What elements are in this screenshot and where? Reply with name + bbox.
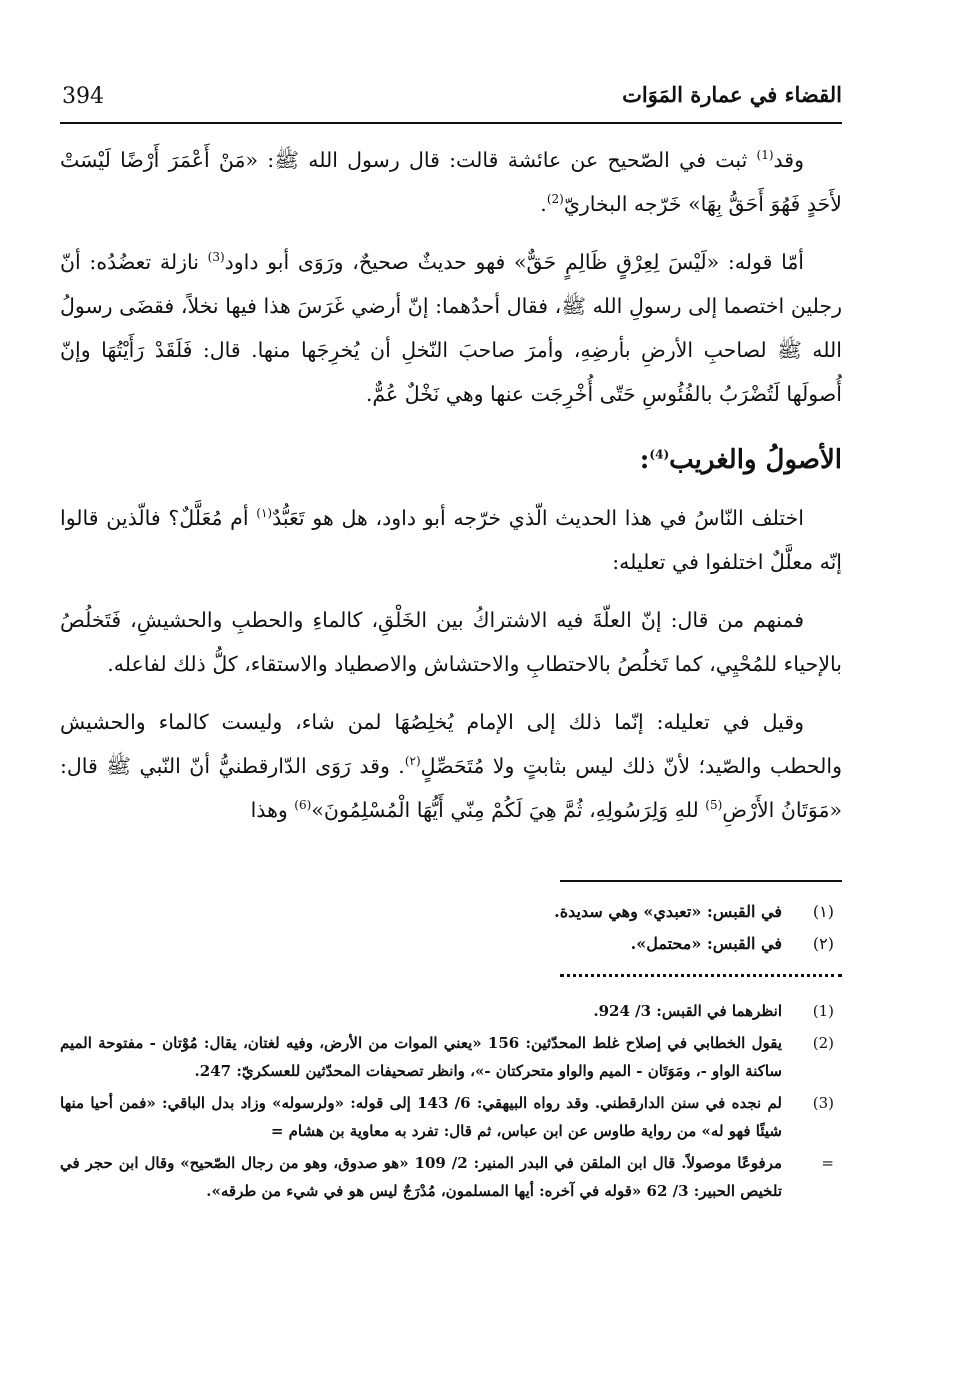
paragraph-4: فمنهم من قال: إنّ العلّةَ فيه الاشتراكُ بين الخَلْقِ، كالماءِ والحطبِ والحشيشِ، فَتَخلُصُ بالإحياء للمُحْيِي، كما تَخلُصُ بالاحتطابِ والاحتشاش والاصطياد والاستقاء، كلُّ ذلك لفاعله.: [60, 608, 842, 676]
paragraph-2: أمّا قوله: «لَيْسَ لِعِرْقٍ ظَالِمٍ حَقٌّ» فهو حديثٌ صحيحٌ، ورَوَى أبو داود$^{(3)}$ نازلة تعضُدُه: أنّ رجلين اختصما إلى رسولِ الله ﷺ، فقال أحدُهما: إنّ أرضي غَرَسَ هذا فيها نخلاً، فقضَى رسولُ الله ﷺ لصاحبِ الأرضِ بأرضِهِ، وأمرَ صاحبَ النّخلِ أن يُخرِجَها منها. قال: فَلَقَدْ رَأَيْتُهَا وإنّ أُصولَها لَتُضْرَبُ بالفُئُوسِ حَتّى أُخْرِجَت عنها وهي نَخْلٌ عُمٌّ.: [60, 250, 842, 406]
paragraph-5: وقيل في تعليله: إنّما ذلك إلى الإمام يُخلِصُهَا لمن شاء، وليست كالماء والحشيش والحطب والصّيد؛ لأنّ ذلك ليس بثابتٍ ولا مُتَحَصِّلٍ$^{(٢)}$. وقد رَوَى الدّارقطنيُّ أنّ النّبي ﷺ قال: «مَوَتَانُ الأَرْضِ$^{(5)}$ للهِ وَلِرَسُولِهِ، ثُمَّ هِيَ لَكُمْ مِنّي أَيُّهَا الْمُسْلِمُونَ»$^{(6)}$ وهذا: [60, 710, 843, 822]
editor-footnote-list: [60, 896, 842, 960]
footnote-item: (١) في القبس: «تعبدي» وهي سديدة.: [554, 902, 834, 921]
source-footnote-list: [60, 997, 842, 1205]
footnote-item: (2) يقول الخطابي في إصلاح غلط المحدّثين: 156 «يعني الموات من الأرض، وفيه لغتان، يقال: مُوْتان - مفتوحة الميم ساكنة الواو -، ومَوَتَان - الميم والواو متحركتان -»، وانظر تصحيفات المحدّثين للعسكريّ: 247.: [60, 1034, 834, 1080]
footnote-ref: (1): [756, 148, 774, 163]
footnote-ref: (5): [705, 798, 723, 813]
footnote-ref: (2): [546, 192, 564, 207]
footnote-ref: (١): [256, 506, 273, 521]
page-number: 394: [62, 84, 104, 109]
running-title: القضاء في عمارة المَوَات: [622, 82, 842, 107]
main-text: [60, 138, 842, 846]
footnotes: [60, 880, 842, 1209]
dotted-separator: [560, 974, 842, 977]
page-header: [60, 82, 842, 124]
paragraph-3: اختلف النّاسُ في هذا الحديث الّذي خرّجه أبو داود، هل هو تَعَبُّدٌ$^{(١)}$ أم مُعَلَّلٌ؟ فالّذين قالوا إنّه معلَّلٌ اختلفوا في تعليله:: [60, 506, 842, 574]
footnote-item: (٢) في القبس: «محتمل».: [630, 934, 834, 953]
footnote-item: (3) لم نجده في سنن الدارقطني. وقد رواه البيهقي: 6/ 143 إلى قوله: «ولرسوله» وزاد بدل الباقي: «فمن أحيا منها شيئًا فهو له» من رواية طاوس عن ابن عباس، ثم قال: تفرد به معاوية بن هشام =: [60, 1094, 834, 1140]
footnote-ref: (3): [207, 250, 225, 265]
footnote-item: = مرفوعًا موصولاً. قال ابن الملقن في البدر المنير: 2/ 109 «هو صدوق، وهو من رجال الصّحيح» وقال ابن حجر في تلخيص الحبير: 3/ 62 «قوله في آخره: أيها المسلمون، مُدْرَجٌ ليس هو في شيء من طرقه».: [60, 1154, 834, 1200]
footnote-item: (1) انظرهما في القبس: 3/ 924.: [593, 1002, 834, 1020]
footnote-ref: (٢): [404, 754, 421, 769]
section-heading: الأصولُ والغريب$^{(4)}$:: [639, 445, 842, 475]
paragraph-1: وقد$^{(1)}$ ثبت في الصّحيح عن عائشة قالت: قال رسول الله ﷺ: «مَنْ أَعْمَرَ أَرْضًا لَيْسَتْ لأَحَدٍ فَهُوَ أَحَقُّ بِهَا» خَرّجه البخاريّ$^{(2)}$.: [60, 148, 842, 216]
footnote-ref: (6): [294, 798, 312, 813]
footnote-rule: [560, 880, 842, 882]
footnote-ref: (4): [649, 447, 670, 462]
